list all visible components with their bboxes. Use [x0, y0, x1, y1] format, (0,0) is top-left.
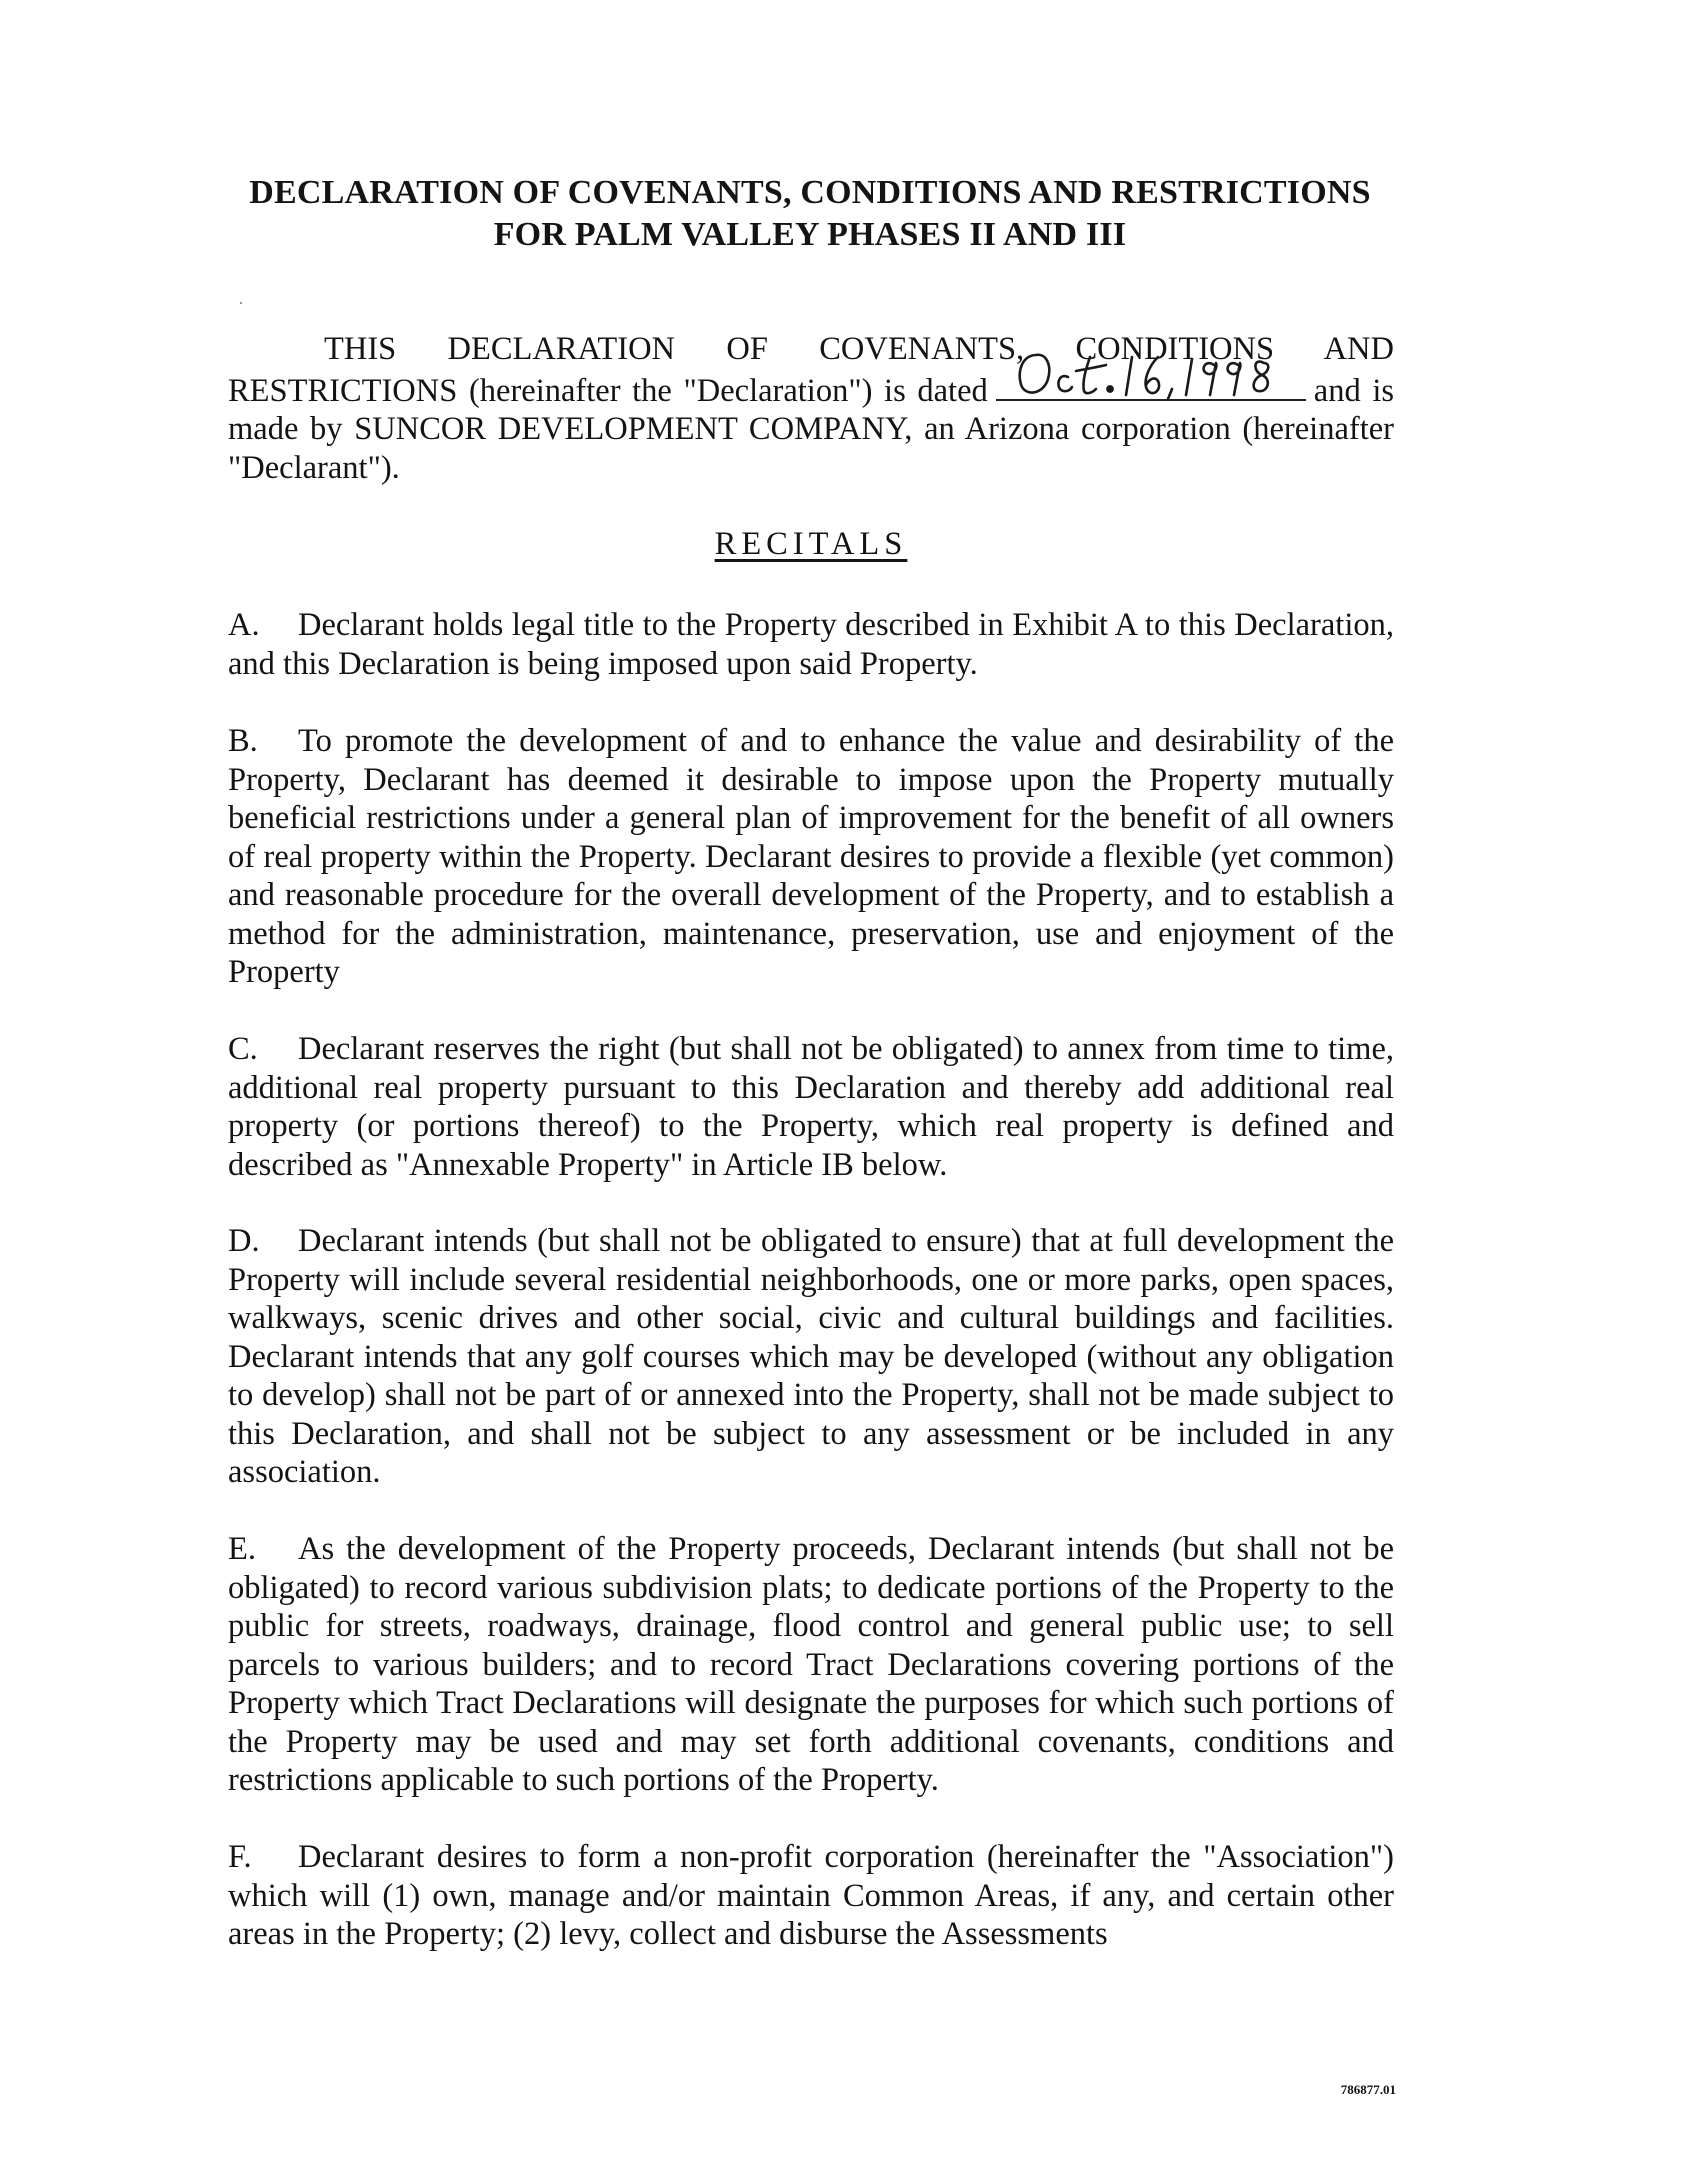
title-line-1: DECLARATION OF COVENANTS, CONDITIONS AND RESTRICTIONS — [249, 174, 1371, 211]
scan-speck — [240, 302, 242, 304]
intro-text-a: RESTRICTIONS (hereinafter the "Declaration") is dated — [228, 372, 988, 409]
recital-letter: D. — [228, 1223, 260, 1259]
title-line-2: FOR PALM VALLEY PHASES II AND III — [493, 216, 1127, 253]
recital-paragraph — [228, 1838, 1394, 1954]
handwritten-date — [996, 369, 1306, 401]
recital-letter: C. — [228, 1031, 258, 1067]
recital-paragraph — [228, 606, 1394, 683]
recital-letter: B. — [228, 723, 258, 759]
recital-paragraph — [228, 1030, 1394, 1184]
recital-letter: E. — [228, 1531, 256, 1567]
recitals-heading — [228, 526, 1394, 563]
recital-letter: A. — [228, 607, 260, 643]
recital-paragraph — [228, 722, 1394, 992]
recital-text: As the development of the Property proceeds, Declarant intends (but shall not be obligated) to record various subdivision plats; to dedicate portions of the Property to the public for streets, roadways, drainage, flood control and general public use; to sell parcels to various builders; and to record Tract Declarations covering portions of the Property which Tract Declarations will designate the purposes for which such portions of the Property may be used and may set forth additional covenants, conditions and restrictions applicable to such portions of the Property. — [228, 1531, 1394, 1798]
intro-line-1: THIS DECLARATION OF COVENANTS, CONDITIONS AND — [324, 331, 1394, 367]
handwritten-date-signature — [1006, 343, 1306, 399]
intro-paragraph — [228, 330, 1394, 487]
document-code: 786877.01 — [1340, 2082, 1396, 2097]
recital-paragraph — [228, 1530, 1394, 1800]
recital-letter: F. — [228, 1839, 252, 1875]
recital-paragraph — [228, 1222, 1394, 1492]
recitals-heading-text: RECITALS — [714, 526, 908, 562]
intro-body — [228, 369, 1394, 488]
recital-text: To promote the development of and to enhance the value and desirability of the Property, Declarant has deemed it desirable to impose upon the Property mutually beneficial restrictions under a general plan of improvement for the benefit of all owners of real property within the Property. Declarant desires to provide a flexible (yet common) and reasonable procedure for the overall development of the Property, and to establish a method for the administration, maintenance, preservation, use and enjoyment of the Property — [228, 723, 1394, 990]
document-title — [200, 172, 1420, 256]
intro-text-b: and is made by SUNCOR DEVELOPMENT COMPANY, an Arizona corporation (hereinafter "Declarant"). — [228, 372, 1395, 486]
recital-text: Declarant intends (but shall not be obligated to ensure) that at full development the Property will include several residential neighborhoods, one or more parks, open spaces, walkways, scenic drives and other social, civic and cultural buildings and facilities. Declarant intends that any golf courses which may be developed (without any obligation to develop) shall not be part of or annexed into the Property, shall not be made subject to this Declaration, and shall not be subject to any assessment or be included in any association. — [228, 1223, 1394, 1490]
recital-text: Declarant holds legal title to the Property described in Exhibit A to this Declaration, and this Declaration is being imposed upon said Property. — [228, 607, 1394, 682]
recital-text: Declarant reserves the right (but shall not be obligated) to annex from time to time, additional real property pursuant to this Declaration and thereby add additional real property (or portions thereof) to the Property, which real property is defined and described as "Annexable Property" in Article IB below. — [228, 1031, 1394, 1183]
recital-text: Declarant desires to form a non-profit corporation (hereinafter the "Association") which will (1) own, manage and/or maintain Common Areas, if any, and certain other areas in the Property; (2) levy, collect and disburse the Assessments — [228, 1839, 1394, 1952]
